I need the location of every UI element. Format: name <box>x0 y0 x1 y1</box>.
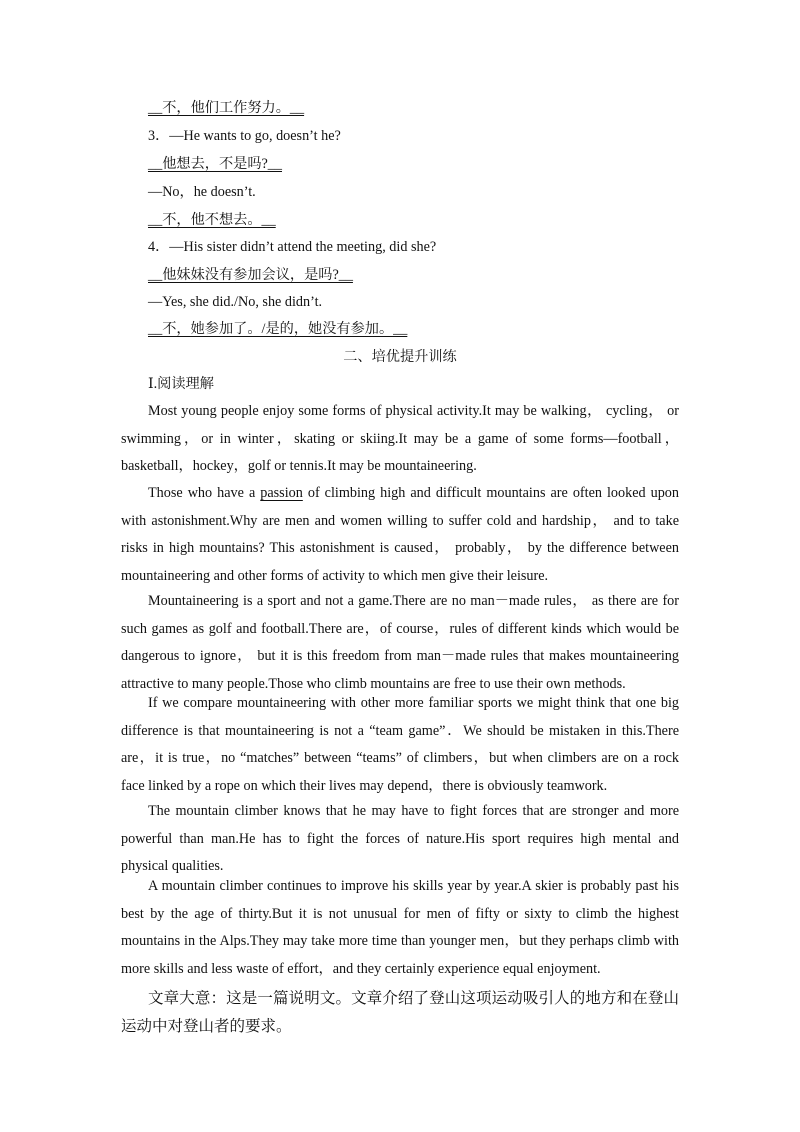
summary-text: 这是一篇说明文。文章介绍了登山这项运动吸引人的地方和在登山运动中对登山者的要求。 <box>121 989 679 1035</box>
dialogue-reply: —Yes, she did./No, she didn’t. <box>148 294 323 310</box>
passage-paragraph-5: The mountain climber knows that he may have to fight forces that are stronger and more powerful than man.He has to fight the forces of nature.His sport requires high mental and physical qualities. <box>121 803 679 874</box>
dialogue-reply: —No，he doesn’t. <box>148 184 256 200</box>
passage-paragraph-3: Mountaineering is a sport and not a game.There are no man－made rules， as there are for such games as golf and football.There are，of course，rules of different kinds which would be dangerous to ignore， but it is this freedom from man－made rules that makes mountaineering attractive to many people.Those who climb mountains are free to use their own methods. <box>121 593 679 692</box>
paragraph-text: of climbing high and difficult mountains are often looked upon with astonishment.Why are men and women willing to suffer cold and hardship， and to take risks in high mountains? This astonishment is caused， probably， by the difference between mountaineering and other forms of activity to which men give their leisure. <box>121 485 679 584</box>
answer-line: __不，他们工作努力。__ <box>148 100 305 116</box>
question-4: 4．—His sister didn’t attend the meeting, did she? <box>148 239 437 255</box>
answer-line: __不，他不想去。__ <box>148 212 276 228</box>
answer-line: __不，她参加了。/是的，她没有参加。__ <box>148 321 408 337</box>
section-title: 二、培优提升训练 <box>343 349 457 365</box>
paragraph-text: Those who have a <box>148 485 261 501</box>
answer-line: __他想去，不是吗?__ <box>148 156 282 172</box>
underlined-keyword: passion <box>260 485 303 501</box>
passage-paragraph-1: Most young people enjoy some forms of physical activity.It may be walking， cycling， or swimming，or in winter，skating or skiing.It may be a game of some forms—football，basketball，hockey，golf or tennis.It may be mountaineering. <box>121 403 679 474</box>
article-summary <box>121 984 679 1040</box>
question-3: 3．—He wants to go, doesn’t he? <box>148 128 341 144</box>
summary-label: 文章大意： <box>148 989 227 1007</box>
passage-paragraph-2 <box>121 480 679 590</box>
passage-paragraph-4: If we compare mountaineering with other more familiar sports we might think that one big difference is that mountaineering is not a “team game”．We should be mistaken in this.There are，it is true，no “matches” between “teams” of climbers，but when climbers are on a rock face linked by a rope on which their lives may depend，there is obviously teamwork. <box>121 695 679 794</box>
passage-paragraph-6: A mountain climber continues to improve his skills year by year.A skier is probably past his best by the age of thirty.But it is not unusual for men of fifty or sixty to climb the highest mountains in the Alps.They may take more time than younger men，but they perhaps climb with more skills and less waste of effort，and they certainly experience equal enjoyment. <box>121 878 679 977</box>
section-subtitle: Ⅰ.阅读理解 <box>148 376 214 392</box>
answer-line: __他妹妹没有参加会议，是吗?__ <box>148 267 353 283</box>
